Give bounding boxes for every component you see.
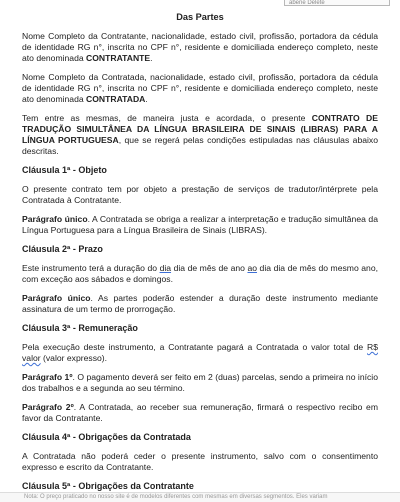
party-contratante-text: Nome Completo da Contratante, nacionalidade, estado civil, profissão, portadora da cédula de identidade RG n°, inscrita no CPF n°, residente e domiciliada endereço completo, neste ato denominada <box>22 31 378 63</box>
footer-note: Nota: O preço praticado no nosso site é de modelos diferentes com mesmas em diversas segmentos. Eles variam <box>0 492 400 502</box>
clause-2-paragraph <box>22 263 378 285</box>
clause-3-paragraph-1 <box>22 372 378 394</box>
clause-2-text-a: Este instrumento terá a duração do <box>22 263 160 273</box>
clause-2-field-to: ao <box>247 263 258 273</box>
document-title: Das Partes <box>176 12 224 22</box>
clause-2-single-label: Parágrafo único <box>22 293 91 303</box>
clause-3-p2-label: Parágrafo 2º <box>22 402 74 412</box>
agreement-bold: CONTRATO DE TRADUÇÃO SIMULTÂNEA DA LÍNGUA BRASILEIRA DE SINAIS (LIBRAS) PARA A LÍNGUA PORTUGUESA <box>22 113 378 145</box>
clause-1-title: Cláusula 1ª - Objeto <box>22 165 107 175</box>
document-body <box>22 12 378 500</box>
top-text-box: abene Delete <box>284 0 390 6</box>
clause-4-title: Cláusula 4ª - Obrigações da Contratada <box>22 432 191 442</box>
clause-3-p1-text: . O pagamento deverá ser feito em 2 (duas) parcelas, sendo a primeira no início dos trabalhos e a segunda ao seu término. <box>22 372 378 393</box>
party-contratante-bold: CONTRATANTE <box>86 53 151 63</box>
clause-5-title: Cláusula 5ª - Obrigações da Contratante <box>22 481 194 491</box>
clause-1-single-paragraph <box>22 214 378 236</box>
clause-4-paragraph: A Contratada não poderá ceder o presente instrumento, salvo com o consentimento expresso e escrito da Contratante. <box>22 451 378 472</box>
clause-3-paragraph <box>22 342 378 364</box>
agreement-paragraph <box>22 113 378 157</box>
party-contratada-text: Nome Completo da Contratada, nacionalidade, estado civil, profissão, portadora da cédula de identidade RG n°, inscrita no CPF n°, residente e domiciliada endereço completo, neste ato denominada <box>22 72 378 104</box>
party-contratada-bold: CONTRATADA <box>86 94 146 104</box>
clause-3-title: Cláusula 3ª - Remuneração <box>22 323 138 333</box>
clause-2-field-day: dia <box>159 263 172 273</box>
clause-2-single-text: . As partes poderão estender a duração deste instrumento mediante assinatura de um termo de prorrogação. <box>22 293 378 314</box>
clause-2-title: Cláusula 2ª - Prazo <box>22 244 103 254</box>
clause-2-single-paragraph <box>22 293 378 315</box>
party-contratante <box>22 31 378 64</box>
clause-3-p1-label: Parágrafo 1º <box>22 372 73 382</box>
clause-3-text-a: Pela execução deste instrumento, a Contratante pagará a Contratada o valor total de <box>22 342 367 352</box>
clause-1-paragraph: O presente contrato tem por objeto a prestação de serviços de tradutor/intérprete pela Contratada à Contratante. <box>22 184 378 205</box>
clause-1-single-text: . A Contratada se obriga a realizar a interpretação e tradução simultânea da Língua Portuguesa para a Língua Brasileira de Sinais (LIBRAS). <box>22 214 378 235</box>
clause-3-text-b: (valor expresso). <box>40 353 108 363</box>
party-contratante-end: . <box>150 53 153 63</box>
clause-1-single-label: Parágrafo único <box>22 214 88 224</box>
clause-2-text-b: dia de mês de ano <box>171 263 248 273</box>
clause-3-paragraph-2 <box>22 402 378 424</box>
agreement-end: , que se regerá pelas condições estipuladas nas cláusulas abaixo descritas. <box>22 135 378 156</box>
clause-2-text-c: dia dia de mês do mesmo ano, com exceção aos sábados e domingos. <box>22 263 378 284</box>
clause-3-p2-text: . A Contratada, ao receber sua remuneração, firmará o respectivo recibo em favor da Contratante. <box>22 402 378 423</box>
agreement-start: Tem entre as mesmas, de maneira justa e acordada, o presente <box>22 113 312 123</box>
party-contratada <box>22 72 378 105</box>
party-contratada-end: . <box>145 94 148 104</box>
clause-3-field-value: R$ valor <box>22 342 378 363</box>
